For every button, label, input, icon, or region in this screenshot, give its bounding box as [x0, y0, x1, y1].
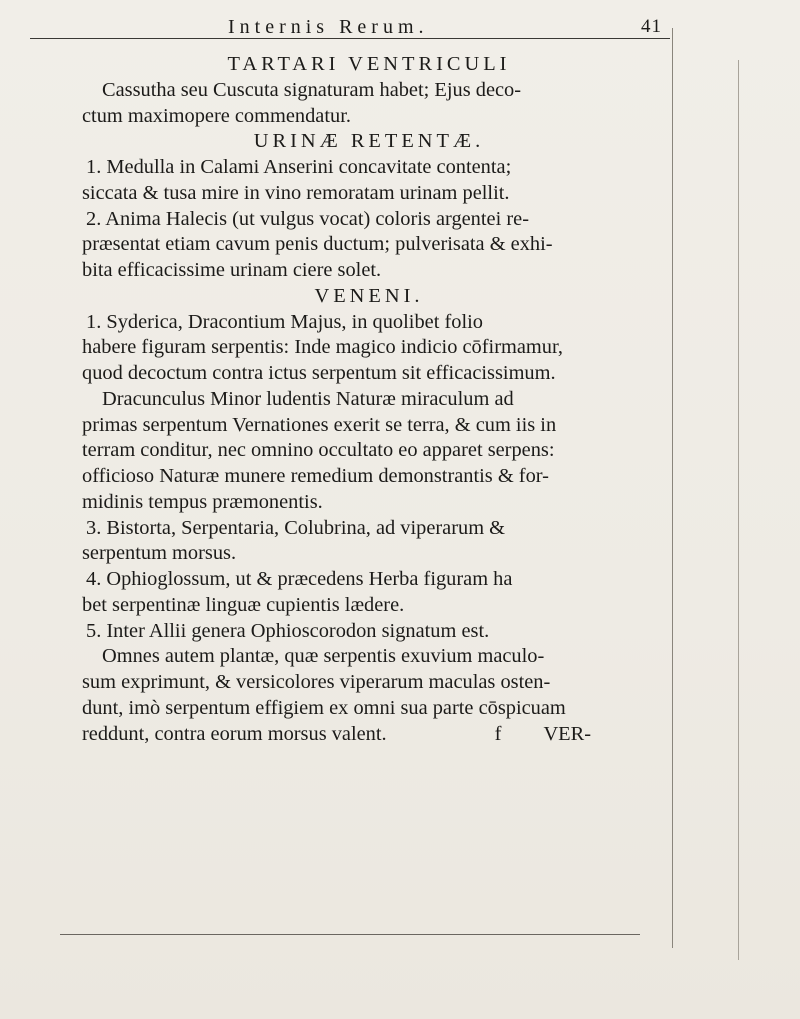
- facing-page-edge: [738, 60, 739, 960]
- text-line: midinis tempus præmonentis.: [82, 490, 323, 513]
- text-line: 4. Ophioglossum, ut & præcedens Herba figuram ha: [86, 568, 513, 590]
- section-heading: URINÆ RETENTÆ.: [253, 130, 485, 153]
- page-number: 41: [641, 16, 662, 37]
- text-line: habere figuram serpentis: Inde magico indicio cōfirmamur,: [82, 336, 564, 359]
- text-line: sum exprimunt, & versicolores viperarum maculas osten-: [82, 671, 551, 693]
- text-line: dunt, imò serpentum effigiem ex omni sua parte cōspicuam: [82, 696, 566, 719]
- text-line: 5. Inter Allii genera Ophioscorodon signatum est.: [86, 619, 490, 642]
- text-line: reddunt, contra eorum morsus valent.: [82, 722, 387, 745]
- text-line: primas serpentum Vernationes exerit se terra, & cum iis in: [82, 413, 557, 436]
- running-title: Internis Rerum.: [228, 16, 429, 38]
- text-line: Omnes autem plantæ, quæ serpentis exuvium maculo-: [102, 645, 545, 668]
- page-edge-line: [672, 28, 673, 948]
- text-line: Cassutha seu Cuscuta signaturam habet; Ejus deco-: [102, 78, 522, 101]
- running-header: [200, 16, 680, 40]
- signature-mark: f: [494, 722, 502, 745]
- text-line: serpentum morsus.: [82, 542, 237, 565]
- text-line: officioso Naturæ munere remedium demonstrantis & for-: [82, 465, 549, 487]
- section-heading: VENENI.: [314, 284, 424, 307]
- catchword: VER-: [543, 722, 592, 745]
- section-heading: TARTARI VENTRICULI: [227, 53, 511, 75]
- text-line: bita efficacissime urinam ciere solet.: [82, 259, 382, 281]
- text-line: bet serpentinæ linguæ cupientis lædere.: [82, 593, 405, 616]
- text-line: præsentat etiam cavum penis ductum; pulverisata & exhi-: [82, 233, 553, 256]
- last-line: [82, 722, 656, 748]
- text-line: 2. Anima Halecis (ut vulgus vocat) coloris argentei re-: [86, 207, 529, 230]
- text-line: Dracunculus Minor ludentis Naturæ miraculum ad: [102, 387, 514, 410]
- text-line: 3. Bistorta, Serpentaria, Colubrina, ad viperarum &: [86, 516, 506, 539]
- text-line: 1. Medulla in Calami Anserini concavitate contenta;: [86, 156, 512, 178]
- text-line: 1. Syderica, Dracontium Majus, in quolibet folio: [86, 310, 483, 333]
- text-line: siccata & tusa mire in vino remoratam urinam pellit.: [82, 181, 510, 204]
- text-line: ctum maximopere commendatur.: [82, 104, 351, 127]
- text-line: quod decoctum contra ictus serpentum sit efficacissimum.: [82, 362, 556, 384]
- text-line: terram conditur, nec omnino occultato eo apparet serpens:: [82, 439, 555, 462]
- footer-rule: [60, 934, 640, 935]
- body-text: [82, 52, 656, 747]
